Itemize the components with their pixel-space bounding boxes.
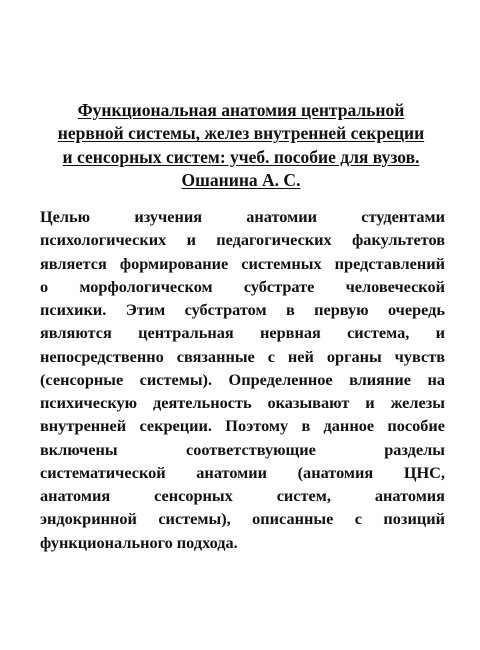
paragraph-line: включены соответствующие разделы — [40, 439, 445, 459]
paragraph-line: непосредственно связанные с ней органы чувств — [40, 346, 445, 366]
abstract-paragraph — [40, 205, 445, 554]
title-author: Ошанина А. С. — [181, 169, 301, 190]
paragraph-line: систематической анатомии (анатомия ЦНС, — [40, 462, 445, 482]
paragraph-line: Целью изучения анатомии студентами — [40, 207, 445, 226]
paragraph-line: эндокринной системы), описанные с позиций — [40, 509, 445, 529]
paragraph-line: функционального подхода. — [40, 532, 238, 552]
paragraph-line: психики. Этим субстратом в первую очередь — [40, 300, 445, 319]
paragraph-line: является формирование системных представлений — [40, 253, 445, 273]
document-title — [36, 99, 446, 192]
title-line: нервной системы, желез внутренней секреции — [57, 123, 425, 144]
paragraph-line: анатомия сенсорных систем, анатомия — [40, 486, 445, 505]
title-line: и сенсорных систем: учеб. пособие для вузов. — [62, 146, 420, 167]
paragraph-line: о морфологическом субстрате человеческой — [40, 276, 445, 296]
paragraph-line: (сенсорные системы). Определенное влияние на — [40, 369, 445, 389]
paragraph-line: психическую деятельность оказывают и железы — [40, 393, 445, 412]
paragraph-line: являются центральная нервная система, и — [40, 323, 445, 343]
paragraph-line: психологических и педагогических факультетов — [40, 230, 445, 250]
paragraph-line: внутренней секреции. Поэтому в данное пособие — [40, 416, 445, 436]
title-line: Функциональная анатомия центральной — [77, 100, 405, 120]
